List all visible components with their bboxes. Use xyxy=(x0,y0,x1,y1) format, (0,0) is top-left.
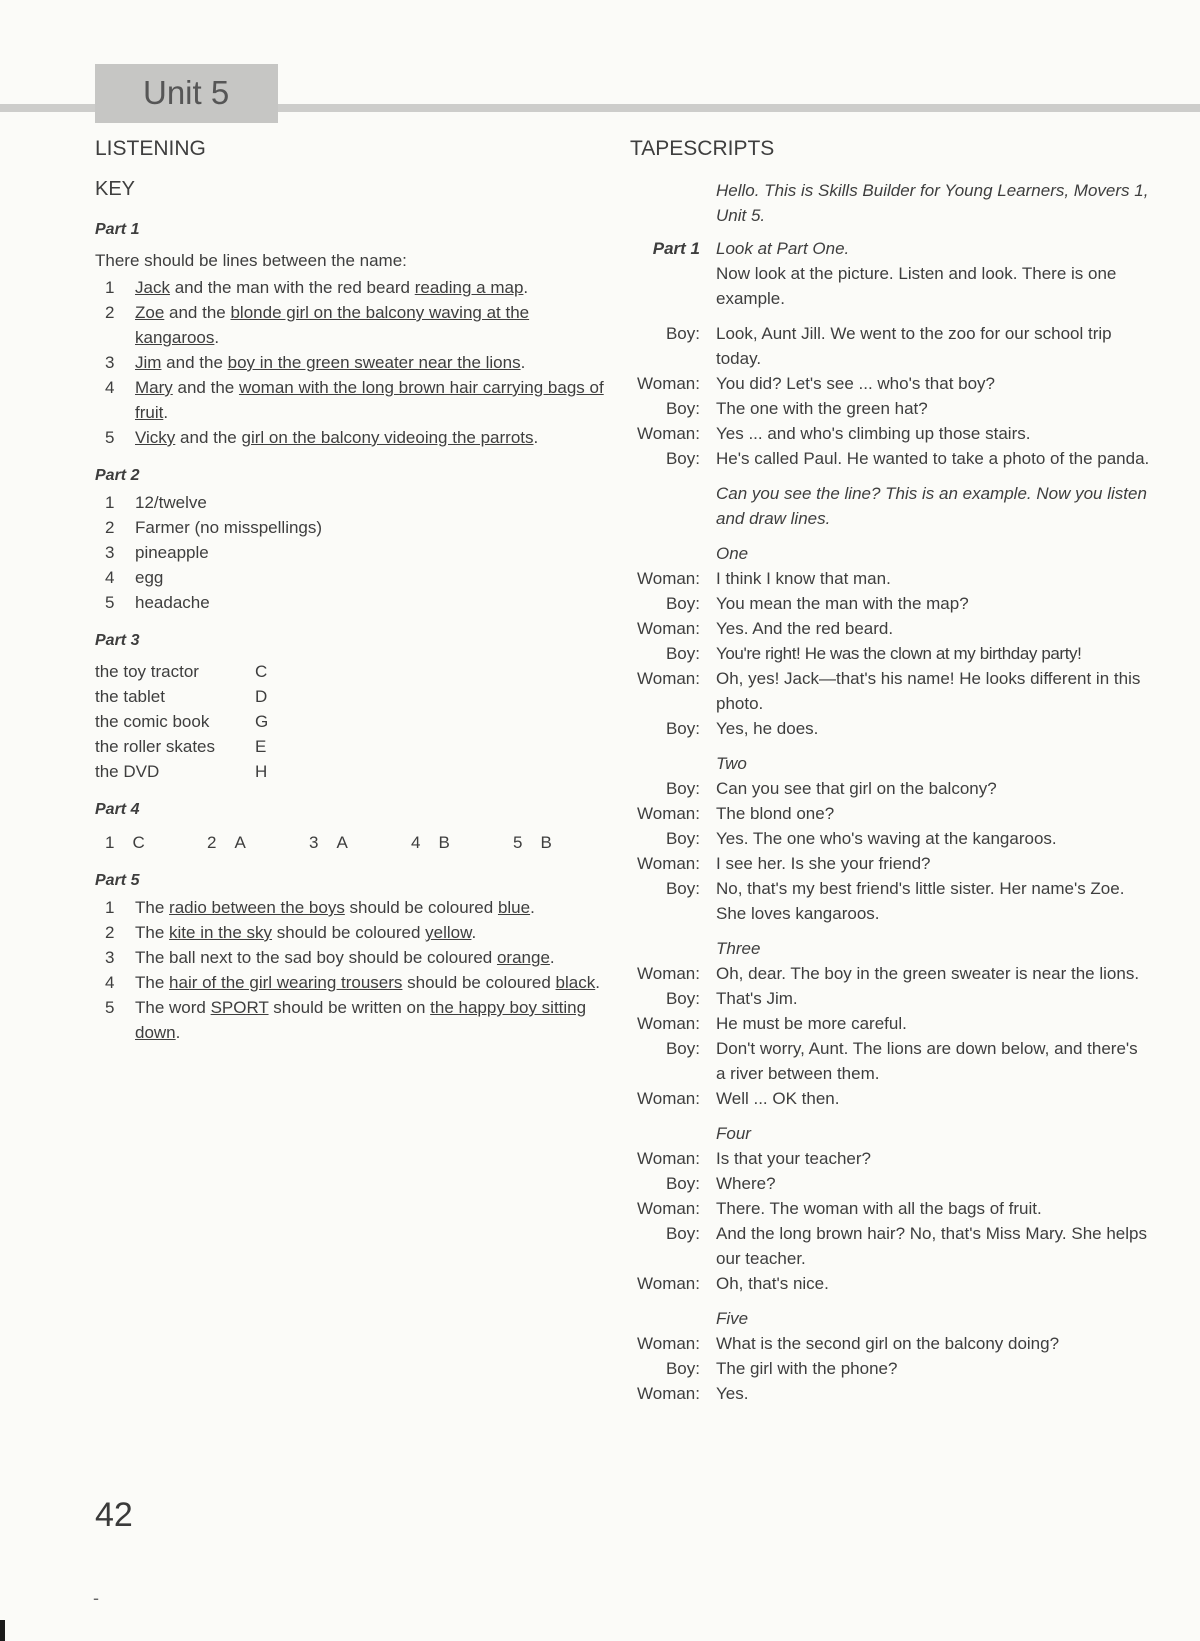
item-end: . xyxy=(520,353,526,372)
part2-title: Part 2 xyxy=(95,467,140,484)
dialogue-line xyxy=(630,1011,1150,1036)
speaker: Woman: xyxy=(637,804,700,823)
speaker: Woman: xyxy=(637,1274,700,1293)
speaker: Boy: xyxy=(665,879,700,898)
item-text: headache xyxy=(135,593,210,612)
item-end: . xyxy=(175,1023,181,1042)
dialogue-line xyxy=(630,421,1150,446)
answer-letter: B xyxy=(438,833,450,852)
line-text: Oh, that's nice. xyxy=(716,1274,829,1293)
item-object: kite in the sky xyxy=(169,923,273,942)
item-text xyxy=(135,350,605,375)
script-intro: Hello. This is Skills Builder for Young Learners, Movers 1, Unit 5. xyxy=(716,181,1149,225)
dialogue-line xyxy=(630,641,1150,666)
item-text xyxy=(135,375,605,425)
line-text: That's Jim. xyxy=(716,989,798,1008)
table-cell-letter: H xyxy=(255,762,268,781)
part1-list xyxy=(95,275,605,450)
speaker: Boy: xyxy=(665,989,700,1008)
answer-number: 1 xyxy=(105,833,115,852)
item-text xyxy=(135,945,605,970)
item-description: girl on the balcony videoing the parrots xyxy=(241,428,534,447)
line-text: Can you see that girl on the balcony? xyxy=(716,779,997,798)
list-item xyxy=(95,515,605,540)
answer-number: 5 xyxy=(513,833,523,852)
line-text: What is the second girl on the balcony doing? xyxy=(716,1334,1060,1353)
table-cell-item: the comic book xyxy=(95,712,210,731)
item-end: . xyxy=(595,973,600,992)
item-description: boy in the green sweater near the lions xyxy=(227,353,521,372)
item-fragment: The xyxy=(135,973,170,992)
item-fragment: should be coloured xyxy=(402,973,556,992)
line-text: He's called Paul. He wanted to take a photo of the panda. xyxy=(716,449,1150,468)
list-item xyxy=(95,375,605,425)
item-object: radio between the boys xyxy=(169,898,345,917)
item-target: the happy boy sitting down xyxy=(135,998,587,1042)
item-number: 5 xyxy=(105,998,115,1017)
line-text: The one with the green hat? xyxy=(716,399,928,418)
line-text: There. The woman with all the bags of fruit. xyxy=(716,1199,1042,1218)
line-text: He must be more careful. xyxy=(716,1014,907,1033)
item-object: SPORT xyxy=(210,998,269,1017)
part1-title: Part 1 xyxy=(95,221,140,238)
line-text: Yes. And the red beard. xyxy=(716,619,894,638)
dialogue-line xyxy=(630,801,1150,826)
tapescript-part1-desc: Now look at the picture. Listen and look. There is one example. xyxy=(716,264,1117,308)
answer-letter: B xyxy=(540,833,552,852)
speaker: Boy: xyxy=(665,324,700,343)
section-title-row xyxy=(630,541,1150,566)
line-text: Oh, yes! Jack—that's his name! He looks different in this photo. xyxy=(716,669,1141,713)
item-target: black xyxy=(555,973,596,992)
answer-number: 3 xyxy=(309,833,319,852)
section-title-row xyxy=(630,936,1150,961)
item-end: . xyxy=(163,403,169,422)
example-note-row xyxy=(630,481,1150,531)
unit-title: Unit 5 xyxy=(95,64,278,123)
item-number: 5 xyxy=(105,593,115,612)
list-item xyxy=(95,425,605,450)
answer-number: 4 xyxy=(411,833,421,852)
line-text: No, that's my best friend's little sister. Her name's Zoe. She loves kangaroos. xyxy=(716,879,1125,923)
dialogue-line xyxy=(630,396,1150,421)
dialogue-line xyxy=(630,716,1150,741)
dialogue-five-title: Five xyxy=(716,1309,749,1328)
page-number: 42 xyxy=(95,1496,133,1534)
tapescript-part1-instruction: Look at Part One. xyxy=(716,239,850,258)
scan-edge-mark xyxy=(0,1620,5,1641)
dialogue-four-title: Four xyxy=(716,1124,751,1143)
line-text: Look, Aunt Jill. We went to the zoo for our school trip today. xyxy=(716,324,1112,368)
item-text xyxy=(135,920,605,945)
item-fragment: . xyxy=(549,948,555,967)
item-number: 4 xyxy=(105,568,115,587)
section-title-tapescripts: TAPESCRIPTS xyxy=(630,137,775,160)
speaker: Boy: xyxy=(665,779,700,798)
dialogue-one-title: One xyxy=(716,544,749,563)
dialogue-line xyxy=(630,851,1150,876)
item-text xyxy=(135,995,605,1045)
speaker: Boy: xyxy=(665,1039,700,1058)
speaker: Woman: xyxy=(637,854,700,873)
item-fragment: The xyxy=(135,898,170,917)
item-end: . xyxy=(214,328,220,347)
item-fragment: The word xyxy=(135,998,211,1017)
item-description: blonde girl on the balcony waving at the kangaroos xyxy=(135,303,530,347)
dialogue-line xyxy=(630,876,1150,926)
line-text: Yes. The one who's waving at the kangaroos. xyxy=(716,829,1057,848)
dialogue-line xyxy=(630,826,1150,851)
line-text: The girl with the phone? xyxy=(716,1359,898,1378)
dialogue-line xyxy=(630,591,1150,616)
line-text: Is that your teacher? xyxy=(716,1149,871,1168)
speaker: Woman: xyxy=(637,1199,700,1218)
listening-key-column xyxy=(95,134,605,1045)
item-number: 1 xyxy=(105,898,115,917)
part5-title: Part 5 xyxy=(95,872,140,889)
dialogue-line xyxy=(630,1356,1150,1381)
line-text: Yes ... and who's climbing up those stairs. xyxy=(716,424,1031,443)
table-cell-letter: E xyxy=(255,737,267,756)
list-item xyxy=(95,275,605,300)
item-text: egg xyxy=(135,568,164,587)
line-text: Yes, he does. xyxy=(716,719,819,738)
dialogue-line xyxy=(630,1146,1150,1171)
example-dialogue xyxy=(630,321,1150,471)
item-object: orange xyxy=(496,948,550,967)
speaker: Boy: xyxy=(665,449,700,468)
item-connector: and the xyxy=(175,428,242,447)
table-row xyxy=(95,659,268,684)
list-item xyxy=(95,590,605,615)
dialogue-line xyxy=(630,961,1150,986)
table-cell-letter: C xyxy=(255,662,268,681)
dialogue-line xyxy=(630,1036,1150,1086)
dialogue-line xyxy=(630,616,1150,641)
item-name: Jack xyxy=(135,278,170,297)
item-number: 1 xyxy=(105,493,115,512)
speaker: Boy: xyxy=(665,1224,700,1243)
speaker: Boy: xyxy=(665,644,700,663)
item-description: reading a map xyxy=(414,278,524,297)
item-number: 3 xyxy=(105,948,115,967)
answer xyxy=(401,830,503,855)
line-text: I think I know that man. xyxy=(716,569,891,588)
item-end: . xyxy=(471,923,477,942)
dialogue-line xyxy=(630,1271,1150,1296)
item-number: 4 xyxy=(105,973,115,992)
item-number: 3 xyxy=(105,353,115,372)
stray-mark: - xyxy=(93,1588,99,1608)
item-name: Mary xyxy=(135,378,173,397)
table-row xyxy=(95,759,268,784)
item-number: 1 xyxy=(105,278,115,297)
list-item xyxy=(95,350,605,375)
part1-desc-row xyxy=(630,261,1150,311)
table-cell-item: the toy tractor xyxy=(95,662,199,681)
section-title-listening: LISTENING xyxy=(95,137,206,160)
speaker: Woman: xyxy=(637,1089,700,1108)
speaker: Woman: xyxy=(637,1014,700,1033)
item-end: . xyxy=(523,278,529,297)
table-cell-item: the tablet xyxy=(95,687,165,706)
part1-intro: There should be lines between the name: xyxy=(95,251,407,270)
tapescript-part1-label: Part 1 xyxy=(652,239,700,258)
item-fragment: The xyxy=(135,923,170,942)
dialogue-line xyxy=(630,446,1150,471)
item-fragment: should be coloured xyxy=(272,923,426,942)
item-text xyxy=(135,275,605,300)
item-end: . xyxy=(530,898,535,917)
line-text: Oh, dear. The boy in the green sweater is near the lions. xyxy=(716,964,1140,983)
line-text: Don't worry, Aunt. The lions are down below, and there's a river between them. xyxy=(716,1039,1138,1083)
key-title: KEY xyxy=(95,178,136,200)
speaker: Boy: xyxy=(665,399,700,418)
dialogue-line xyxy=(630,1171,1150,1196)
item-text: Farmer (no misspellings) xyxy=(135,518,323,537)
line-text: You mean the man with the map? xyxy=(716,594,969,613)
speaker: Boy: xyxy=(665,1174,700,1193)
item-end: . xyxy=(533,428,539,447)
dialogue-line xyxy=(630,666,1150,716)
part2-list xyxy=(95,490,605,615)
list-item xyxy=(95,565,605,590)
dialogue-line xyxy=(630,986,1150,1011)
item-text xyxy=(135,970,605,995)
dialogue-line xyxy=(630,371,1150,396)
item-target: blue xyxy=(497,898,531,917)
item-text xyxy=(135,895,605,920)
item-number: 5 xyxy=(105,428,115,447)
item-fragment: The ball next to the sad boy should be coloured xyxy=(135,948,497,967)
answer-letter: A xyxy=(336,833,348,852)
speaker: Boy: xyxy=(665,594,700,613)
list-item xyxy=(95,970,605,995)
table-cell-letter: D xyxy=(255,687,268,706)
list-item xyxy=(95,995,605,1045)
speaker: Woman: xyxy=(637,619,700,638)
table-cell-item: the DVD xyxy=(95,762,160,781)
item-text: 12/twelve xyxy=(135,493,207,512)
table-cell-item: the roller skates xyxy=(95,737,215,756)
dialogue-line xyxy=(630,1086,1150,1111)
item-text xyxy=(135,300,605,350)
dialogue-line xyxy=(630,321,1150,371)
item-connector: and the man with the red beard xyxy=(169,278,415,297)
list-item xyxy=(95,945,605,970)
item-fragment: should be coloured xyxy=(344,898,498,917)
example-note: Can you see the line? This is an example. Now you listen and draw lines. xyxy=(716,484,1147,528)
line-text: Yes. xyxy=(716,1384,749,1403)
dialogue-line xyxy=(630,1381,1150,1406)
answer xyxy=(197,830,299,855)
list-item xyxy=(95,490,605,515)
speaker: Boy: xyxy=(665,719,700,738)
item-description: woman with the long brown hair carrying bags of fruit xyxy=(135,378,604,422)
item-name: Zoe xyxy=(135,303,165,322)
part5-list xyxy=(95,895,605,1045)
answer-number: 2 xyxy=(207,833,217,852)
item-number: 3 xyxy=(105,543,115,562)
speaker: Woman: xyxy=(637,1149,700,1168)
part3-table xyxy=(95,659,268,784)
item-object: hair of the girl wearing trousers xyxy=(169,973,403,992)
item-text: pineapple xyxy=(135,543,209,562)
dialogue-line xyxy=(630,566,1150,591)
speaker: Woman: xyxy=(637,669,700,688)
line-text: Well ... OK then. xyxy=(716,1089,840,1108)
dialogue-two-title: Two xyxy=(716,754,747,773)
dialogue-three-title: Three xyxy=(716,939,761,958)
item-number: 4 xyxy=(105,378,115,397)
item-connector: and the xyxy=(164,303,231,322)
line-text: You're right! He was the clown at my birthday party! xyxy=(716,644,1082,663)
speaker: Woman: xyxy=(637,374,700,393)
part3-title: Part 3 xyxy=(95,632,140,649)
answer xyxy=(95,830,197,855)
table-row xyxy=(95,734,268,759)
section-title-row xyxy=(630,751,1150,776)
item-name: Vicky xyxy=(135,428,176,447)
line-text: And the long brown hair? No, that's Miss Mary. She helps our teacher. xyxy=(716,1224,1147,1268)
answer xyxy=(299,830,401,855)
dialogue-line xyxy=(630,1221,1150,1271)
section-title-row xyxy=(630,1121,1150,1146)
speaker: Woman: xyxy=(637,424,700,443)
line-text: Where? xyxy=(716,1174,776,1193)
list-item xyxy=(95,540,605,565)
item-target: yellow xyxy=(425,923,472,942)
line-text: The blond one? xyxy=(716,804,835,823)
table-row xyxy=(95,709,268,734)
list-item xyxy=(95,300,605,350)
answer-letter: A xyxy=(234,833,246,852)
table-cell-letter: G xyxy=(255,712,269,731)
part4-answers xyxy=(95,830,605,855)
speaker: Boy: xyxy=(665,829,700,848)
item-number: 2 xyxy=(105,923,115,942)
item-number: 2 xyxy=(105,303,115,322)
list-item xyxy=(95,895,605,920)
item-number: 2 xyxy=(105,518,115,537)
speaker: Woman: xyxy=(637,964,700,983)
speaker: Woman: xyxy=(637,1334,700,1353)
speaker: Boy: xyxy=(665,1359,700,1378)
line-text: I see her. Is she your friend? xyxy=(716,854,931,873)
dialogue-line xyxy=(630,1196,1150,1221)
speaker: Woman: xyxy=(637,1384,700,1403)
list-item xyxy=(95,920,605,945)
dialogue-line xyxy=(630,776,1150,801)
dialogue-line xyxy=(630,1331,1150,1356)
item-connector: and the xyxy=(172,378,239,397)
speaker: Woman: xyxy=(637,569,700,588)
script-intro-row xyxy=(630,178,1150,228)
table-row xyxy=(95,684,268,709)
item-name: Jim xyxy=(135,353,162,372)
section-title-row xyxy=(630,1306,1150,1331)
answer xyxy=(503,830,605,855)
item-fragment: should be written on xyxy=(268,998,431,1017)
tapescripts-column xyxy=(630,134,1150,1406)
answer-letter: C xyxy=(132,833,145,852)
item-text xyxy=(135,425,605,450)
line-text: You did? Let's see ... who's that boy? xyxy=(716,374,995,393)
item-connector: and the xyxy=(161,353,228,372)
part1-instruction-row xyxy=(630,236,1150,261)
part4-title: Part 4 xyxy=(95,801,140,818)
